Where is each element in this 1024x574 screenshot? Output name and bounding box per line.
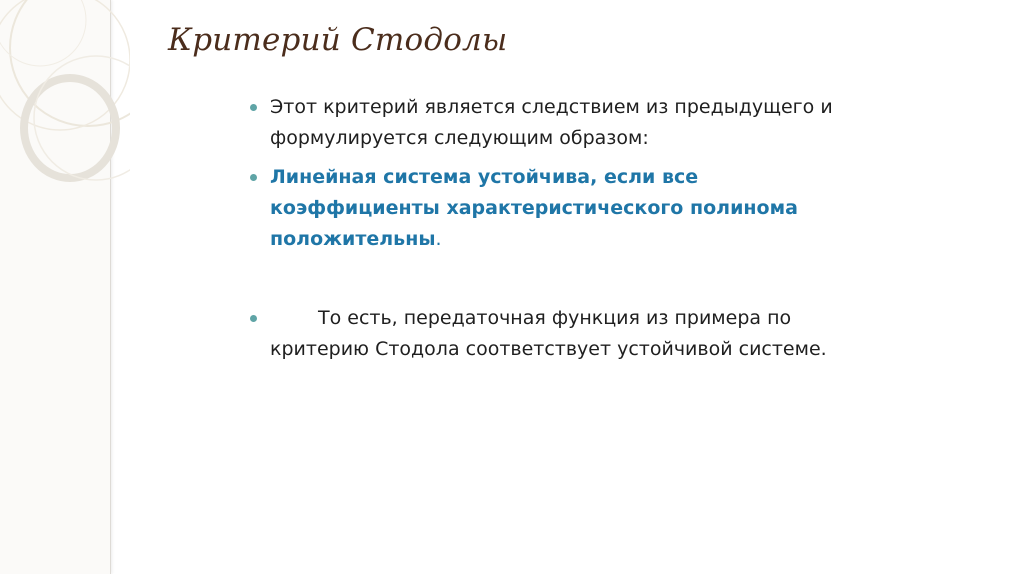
slide-title: Критерий Стодолы bbox=[168, 22, 508, 58]
bullet-dot-icon bbox=[250, 174, 257, 181]
bullet-dot-icon bbox=[250, 315, 257, 322]
bullet-item-criterion bbox=[248, 162, 848, 255]
bullet-list bbox=[248, 92, 848, 365]
bullet-text: Этот критерий является следствием из предыдущего и формулируется следующим образом: bbox=[270, 96, 833, 149]
bullet-item-definition bbox=[248, 92, 848, 154]
bullet-period: . bbox=[435, 228, 442, 250]
bullet-item-conclusion bbox=[248, 303, 848, 365]
decorative-rings bbox=[0, 0, 130, 260]
bullet-dot-icon bbox=[250, 104, 257, 111]
bullet-text: То есть, передаточная функция из примера по критерию Стодола соответствует устойчивой системе. bbox=[270, 307, 827, 360]
bullet-text-emphasis: Линейная система устойчива, если все коэффициенты характеристического полинома положительны bbox=[270, 166, 798, 250]
